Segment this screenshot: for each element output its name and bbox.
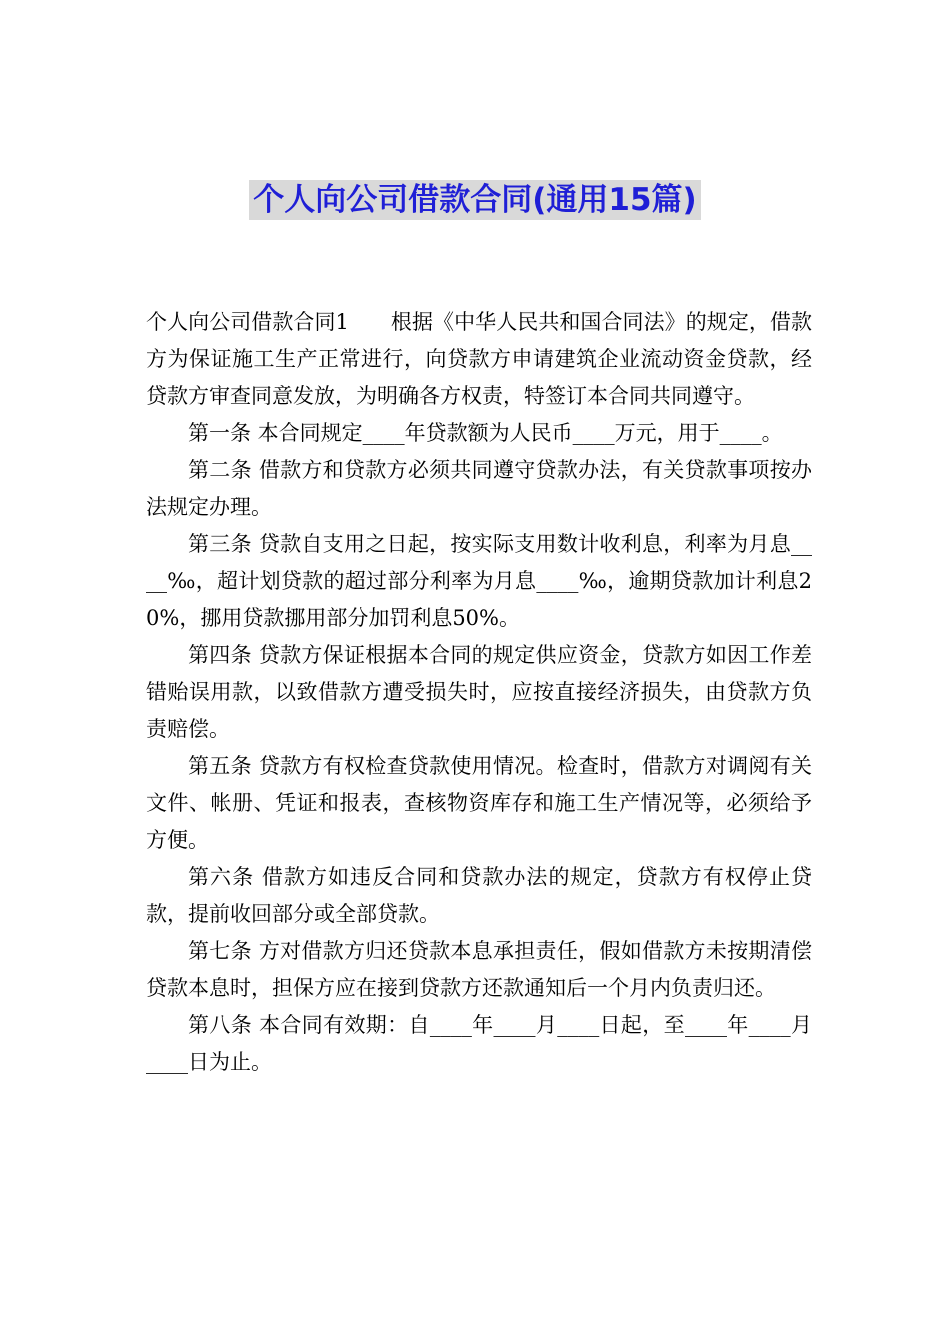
article-1: 第一条 本合同规定____年贷款额为人民币____万元，用于____。 xyxy=(188,421,783,445)
intro-text: 根据《中华人民共和国合同法》的规定，借款方为保证施工生产正常进行，向贷款方申请建筑企业流动资金贷款，经贷款方审查同意发放，为明确各方权责，特签订本合同共同遵守。 xyxy=(146,310,812,408)
document-title: 个人向公司借款合同(通用15篇) xyxy=(249,180,700,220)
document-body xyxy=(146,304,812,1081)
article-6: 第六条 借款方如违反合同和贷款办法的规定，贷款方有权停止贷款，提前收回部分或全部贷款。 xyxy=(146,865,812,926)
title-container xyxy=(0,180,950,220)
article-2: 第二条 借款方和贷款方必须共同遵守贷款办法，有关贷款事项按办法规定办理。 xyxy=(146,458,812,519)
article-3: 第三条 贷款自支用之日起，按实际支用数计收利息，利率为月息____‰，超计划贷款的超过部分利率为月息____‰，逾期贷款加计利息20%，挪用贷款挪用部分加罚利息50%。 xyxy=(146,532,812,630)
article-5: 第五条 贷款方有权检查贷款使用情况。检查时，借款方对调阅有关文件、帐册、凭证和报表，查核物资库存和施工生产情况等，必须给予方便。 xyxy=(146,754,812,852)
section-heading: 个人向公司借款合同1 xyxy=(146,310,349,334)
article-8: 第八条 本合同有效期：自____年____月____日起，至____年____月____日为止。 xyxy=(146,1013,812,1074)
intro-paragraph xyxy=(146,304,812,415)
article-7: 第七条 方对借款方归还贷款本息承担责任，假如借款方未按期清偿贷款本息时，担保方应在接到贷款方还款通知后一个月内负责归还。 xyxy=(146,939,812,1000)
article-4: 第四条 贷款方保证根据本合同的规定供应资金，贷款方如因工作差错贻误用款，以致借款方遭受损失时，应按直接经济损失，由贷款方负责赔偿。 xyxy=(146,643,812,741)
